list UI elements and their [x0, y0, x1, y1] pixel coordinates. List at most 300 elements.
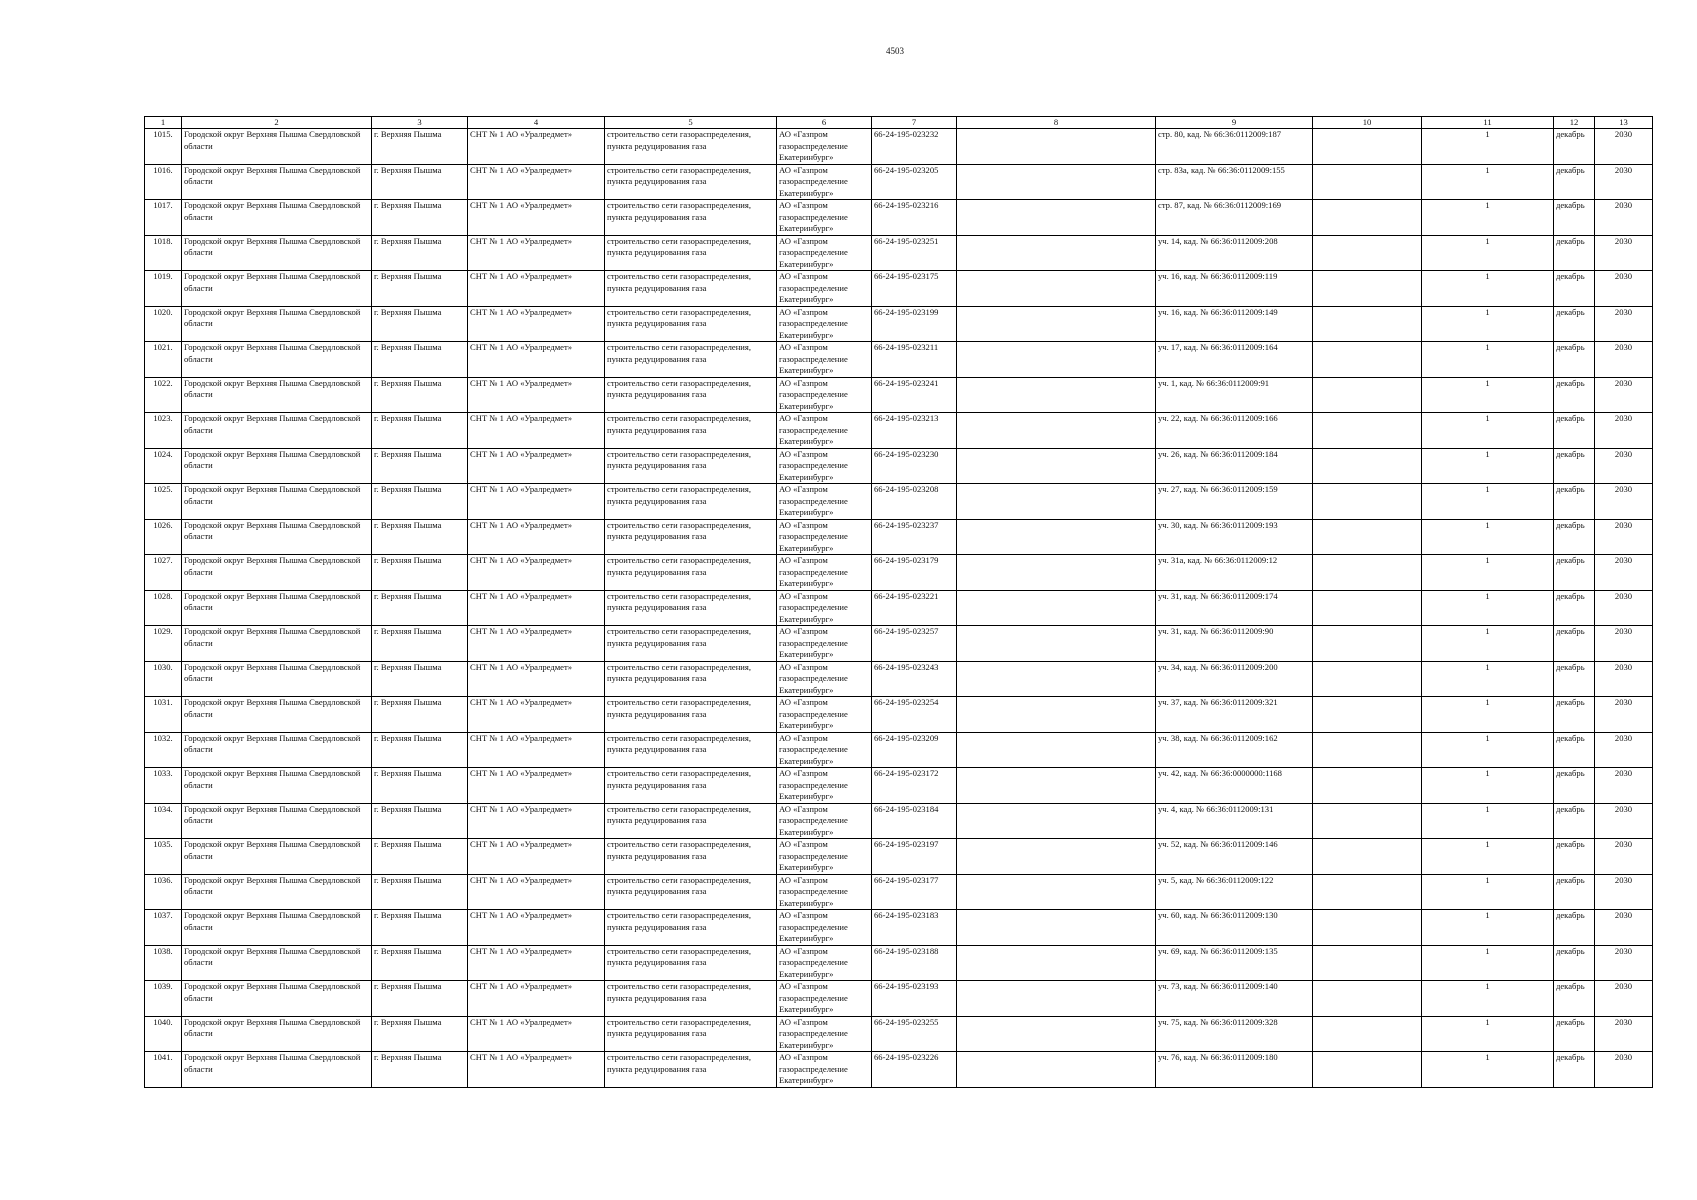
row-number: 1028.: [145, 590, 182, 626]
plot-cell: уч. 34, кад. № 66:36:0112009:200: [1156, 661, 1313, 697]
plot-cell: уч. 31а, кад. № 66:36:0112009:12: [1156, 555, 1313, 591]
register-table: [144, 116, 1653, 1088]
row-number: 1036.: [145, 874, 182, 910]
table-row: [145, 697, 1653, 733]
quantity-cell: 1: [1422, 839, 1554, 875]
locality-cell: г. Верхняя Пышма: [372, 626, 468, 662]
district-cell: Городской округ Верхняя Пышма Свердловской области: [182, 377, 372, 413]
month-cell: декабрь: [1554, 484, 1595, 520]
table-row: [145, 626, 1653, 662]
district-cell: Городской округ Верхняя Пышма Свердловской области: [182, 803, 372, 839]
year-cell: 2030: [1595, 981, 1653, 1017]
plot-cell: уч. 14, кад. № 66:36:0112009:208: [1156, 235, 1313, 271]
month-cell: декабрь: [1554, 164, 1595, 200]
month-cell: декабрь: [1554, 945, 1595, 981]
year-cell: 2030: [1595, 1052, 1653, 1088]
plot-cell: уч. 5, кад. № 66:36:0112009:122: [1156, 874, 1313, 910]
work-cell: строительство сети газораспределения, пункта редуцирования газа: [605, 235, 777, 271]
column-number-10: 10: [1313, 117, 1422, 129]
month-cell: декабрь: [1554, 200, 1595, 236]
plot-cell: уч. 17, кад. № 66:36:0112009:164: [1156, 342, 1313, 378]
district-cell: Городской округ Верхняя Пышма Свердловской области: [182, 945, 372, 981]
quantity-cell: 1: [1422, 484, 1554, 520]
row-number: 1023.: [145, 413, 182, 449]
organization-cell: АО «Газпром газораспределение Екатеринбург»: [777, 732, 872, 768]
organization-cell: АО «Газпром газораспределение Екатеринбург»: [777, 200, 872, 236]
organization-cell: АО «Газпром газораспределение Екатеринбург»: [777, 945, 872, 981]
table-row: [145, 519, 1653, 555]
district-cell: Городской округ Верхняя Пышма Свердловской области: [182, 1052, 372, 1088]
code-cell: 66-24-195-023232: [872, 129, 957, 165]
column-number-11: 11: [1422, 117, 1554, 129]
column-number-8: 8: [957, 117, 1156, 129]
locality-cell: г. Верхняя Пышма: [372, 129, 468, 165]
quantity-cell: 1: [1422, 413, 1554, 449]
quantity-cell: 1: [1422, 910, 1554, 946]
district-cell: Городской округ Верхняя Пышма Свердловской области: [182, 590, 372, 626]
table-row: [145, 413, 1653, 449]
snt-cell: СНТ № 1 АО «Уралредмет»: [468, 768, 605, 804]
year-cell: 2030: [1595, 732, 1653, 768]
locality-cell: г. Верхняя Пышма: [372, 519, 468, 555]
snt-cell: СНТ № 1 АО «Уралредмет»: [468, 874, 605, 910]
col8-cell: [957, 590, 1156, 626]
year-cell: 2030: [1595, 448, 1653, 484]
organization-cell: АО «Газпром газораспределение Екатеринбург»: [777, 874, 872, 910]
locality-cell: г. Верхняя Пышма: [372, 732, 468, 768]
table-row: [145, 164, 1653, 200]
work-cell: строительство сети газораспределения, пункта редуцирования газа: [605, 590, 777, 626]
col10-cell: [1313, 981, 1422, 1017]
code-cell: 66-24-195-023184: [872, 803, 957, 839]
code-cell: 66-24-195-023188: [872, 945, 957, 981]
year-cell: 2030: [1595, 519, 1653, 555]
organization-cell: АО «Газпром газораспределение Екатеринбург»: [777, 590, 872, 626]
col10-cell: [1313, 342, 1422, 378]
col10-cell: [1313, 1016, 1422, 1052]
quantity-cell: 1: [1422, 200, 1554, 236]
plot-cell: уч. 30, кад. № 66:36:0112009:193: [1156, 519, 1313, 555]
snt-cell: СНТ № 1 АО «Уралредмет»: [468, 448, 605, 484]
year-cell: 2030: [1595, 910, 1653, 946]
quantity-cell: 1: [1422, 626, 1554, 662]
snt-cell: СНТ № 1 АО «Уралредмет»: [468, 235, 605, 271]
month-cell: декабрь: [1554, 1016, 1595, 1052]
snt-cell: СНТ № 1 АО «Уралредмет»: [468, 1016, 605, 1052]
plot-cell: стр. 80, кад. № 66:36:0112009:187: [1156, 129, 1313, 165]
quantity-cell: 1: [1422, 590, 1554, 626]
col8-cell: [957, 448, 1156, 484]
row-number: 1029.: [145, 626, 182, 662]
locality-cell: г. Верхняя Пышма: [372, 271, 468, 307]
locality-cell: г. Верхняя Пышма: [372, 342, 468, 378]
code-cell: 66-24-195-023199: [872, 306, 957, 342]
locality-cell: г. Верхняя Пышма: [372, 945, 468, 981]
col8-cell: [957, 377, 1156, 413]
snt-cell: СНТ № 1 АО «Уралредмет»: [468, 306, 605, 342]
district-cell: Городской округ Верхняя Пышма Свердловской области: [182, 129, 372, 165]
col8-cell: [957, 732, 1156, 768]
district-cell: Городской округ Верхняя Пышма Свердловской области: [182, 306, 372, 342]
code-cell: 66-24-195-023205: [872, 164, 957, 200]
year-cell: 2030: [1595, 839, 1653, 875]
organization-cell: АО «Газпром газораспределение Екатеринбург»: [777, 1016, 872, 1052]
year-cell: 2030: [1595, 164, 1653, 200]
plot-cell: уч. 31, кад. № 66:36:0112009:174: [1156, 590, 1313, 626]
month-cell: декабрь: [1554, 910, 1595, 946]
district-cell: Городской округ Верхняя Пышма Свердловской области: [182, 413, 372, 449]
quantity-cell: 1: [1422, 1016, 1554, 1052]
table-row: [145, 732, 1653, 768]
table-row: [145, 484, 1653, 520]
year-cell: 2030: [1595, 271, 1653, 307]
work-cell: строительство сети газораспределения, пункта редуцирования газа: [605, 768, 777, 804]
table-row: [145, 1052, 1653, 1088]
plot-cell: уч. 16, кад. № 66:36:0112009:149: [1156, 306, 1313, 342]
col8-cell: [957, 200, 1156, 236]
work-cell: строительство сети газораспределения, пункта редуцирования газа: [605, 129, 777, 165]
col10-cell: [1313, 945, 1422, 981]
month-cell: декабрь: [1554, 697, 1595, 733]
code-cell: 66-24-195-023208: [872, 484, 957, 520]
work-cell: строительство сети газораспределения, пункта редуцирования газа: [605, 555, 777, 591]
locality-cell: г. Верхняя Пышма: [372, 839, 468, 875]
plot-cell: стр. 87, кад. № 66:36:0112009:169: [1156, 200, 1313, 236]
month-cell: декабрь: [1554, 129, 1595, 165]
table-row: [145, 235, 1653, 271]
quantity-cell: 1: [1422, 874, 1554, 910]
snt-cell: СНТ № 1 АО «Уралредмет»: [468, 200, 605, 236]
work-cell: строительство сети газораспределения, пункта редуцирования газа: [605, 661, 777, 697]
snt-cell: СНТ № 1 АО «Уралредмет»: [468, 484, 605, 520]
code-cell: 66-24-195-023209: [872, 732, 957, 768]
row-number: 1040.: [145, 1016, 182, 1052]
quantity-cell: 1: [1422, 129, 1554, 165]
code-cell: 66-24-195-023172: [872, 768, 957, 804]
row-number: 1018.: [145, 235, 182, 271]
locality-cell: г. Верхняя Пышма: [372, 164, 468, 200]
organization-cell: АО «Газпром газораспределение Екатеринбург»: [777, 910, 872, 946]
col8-cell: [957, 306, 1156, 342]
month-cell: декабрь: [1554, 271, 1595, 307]
table-row: [145, 200, 1653, 236]
plot-cell: уч. 27, кад. № 66:36:0112009:159: [1156, 484, 1313, 520]
month-cell: декабрь: [1554, 626, 1595, 662]
year-cell: 2030: [1595, 129, 1653, 165]
column-number-13: 13: [1595, 117, 1653, 129]
district-cell: Городской округ Верхняя Пышма Свердловской области: [182, 626, 372, 662]
table-row: [145, 1016, 1653, 1052]
row-number: 1034.: [145, 803, 182, 839]
row-number: 1019.: [145, 271, 182, 307]
table-row: [145, 555, 1653, 591]
organization-cell: АО «Газпром газораспределение Екатеринбург»: [777, 484, 872, 520]
year-cell: 2030: [1595, 413, 1653, 449]
col8-cell: [957, 235, 1156, 271]
col10-cell: [1313, 555, 1422, 591]
district-cell: Городской округ Верхняя Пышма Свердловской области: [182, 839, 372, 875]
month-cell: декабрь: [1554, 555, 1595, 591]
organization-cell: АО «Газпром газораспределение Екатеринбург»: [777, 235, 872, 271]
row-number: 1026.: [145, 519, 182, 555]
year-cell: 2030: [1595, 306, 1653, 342]
col8-cell: [957, 661, 1156, 697]
work-cell: строительство сети газораспределения, пункта редуцирования газа: [605, 1016, 777, 1052]
column-number-row: [145, 117, 1653, 129]
snt-cell: СНТ № 1 АО «Уралредмет»: [468, 945, 605, 981]
col10-cell: [1313, 448, 1422, 484]
locality-cell: г. Верхняя Пышма: [372, 377, 468, 413]
table-row: [145, 377, 1653, 413]
code-cell: 66-24-195-023197: [872, 839, 957, 875]
column-number-12: 12: [1554, 117, 1595, 129]
table-row: [145, 803, 1653, 839]
district-cell: Городской округ Верхняя Пышма Свердловской области: [182, 484, 372, 520]
table-row: [145, 342, 1653, 378]
quantity-cell: 1: [1422, 306, 1554, 342]
col8-cell: [957, 164, 1156, 200]
work-cell: строительство сети газораспределения, пункта редуцирования газа: [605, 945, 777, 981]
snt-cell: СНТ № 1 АО «Уралредмет»: [468, 626, 605, 662]
locality-cell: г. Верхняя Пышма: [372, 910, 468, 946]
month-cell: декабрь: [1554, 590, 1595, 626]
quantity-cell: 1: [1422, 803, 1554, 839]
organization-cell: АО «Газпром газораспределение Екатеринбург»: [777, 803, 872, 839]
organization-cell: АО «Газпром газораспределение Екатеринбург»: [777, 981, 872, 1017]
month-cell: декабрь: [1554, 413, 1595, 449]
row-number: 1020.: [145, 306, 182, 342]
organization-cell: АО «Газпром газораспределение Екатеринбург»: [777, 448, 872, 484]
code-cell: 66-24-195-023177: [872, 874, 957, 910]
row-number: 1038.: [145, 945, 182, 981]
col8-cell: [957, 874, 1156, 910]
work-cell: строительство сети газораспределения, пункта редуцирования газа: [605, 377, 777, 413]
col10-cell: [1313, 874, 1422, 910]
organization-cell: АО «Газпром газораспределение Екатеринбург»: [777, 555, 872, 591]
row-number: 1017.: [145, 200, 182, 236]
col10-cell: [1313, 129, 1422, 165]
col10-cell: [1313, 164, 1422, 200]
snt-cell: СНТ № 1 АО «Уралредмет»: [468, 342, 605, 378]
locality-cell: г. Верхняя Пышма: [372, 1052, 468, 1088]
snt-cell: СНТ № 1 АО «Уралредмет»: [468, 661, 605, 697]
col8-cell: [957, 519, 1156, 555]
year-cell: 2030: [1595, 590, 1653, 626]
plot-cell: стр. 83а, кад. № 66:36:0112009:155: [1156, 164, 1313, 200]
col10-cell: [1313, 1052, 1422, 1088]
plot-cell: уч. 75, кад. № 66:36:0112009:328: [1156, 1016, 1313, 1052]
plot-cell: уч. 26, кад. № 66:36:0112009:184: [1156, 448, 1313, 484]
plot-cell: уч. 69, кад. № 66:36:0112009:135: [1156, 945, 1313, 981]
organization-cell: АО «Газпром газораспределение Екатеринбург»: [777, 413, 872, 449]
district-cell: Городской округ Верхняя Пышма Свердловской области: [182, 519, 372, 555]
code-cell: 66-24-195-023211: [872, 342, 957, 378]
row-number: 1027.: [145, 555, 182, 591]
row-number: 1021.: [145, 342, 182, 378]
table-row: [145, 945, 1653, 981]
plot-cell: уч. 31, кад. № 66:36:0112009:90: [1156, 626, 1313, 662]
locality-cell: г. Верхняя Пышма: [372, 803, 468, 839]
locality-cell: г. Верхняя Пышма: [372, 200, 468, 236]
district-cell: Городской округ Верхняя Пышма Свердловской области: [182, 555, 372, 591]
month-cell: декабрь: [1554, 768, 1595, 804]
row-number: 1016.: [145, 164, 182, 200]
locality-cell: г. Верхняя Пышма: [372, 981, 468, 1017]
month-cell: декабрь: [1554, 661, 1595, 697]
month-cell: декабрь: [1554, 732, 1595, 768]
column-number-7: 7: [872, 117, 957, 129]
snt-cell: СНТ № 1 АО «Уралредмет»: [468, 555, 605, 591]
locality-cell: г. Верхняя Пышма: [372, 697, 468, 733]
work-cell: строительство сети газораспределения, пункта редуцирования газа: [605, 697, 777, 733]
col8-cell: [957, 768, 1156, 804]
row-number: 1025.: [145, 484, 182, 520]
col8-cell: [957, 945, 1156, 981]
snt-cell: СНТ № 1 АО «Уралредмет»: [468, 981, 605, 1017]
district-cell: Городской округ Верхняя Пышма Свердловской области: [182, 697, 372, 733]
code-cell: 66-24-195-023243: [872, 661, 957, 697]
locality-cell: г. Верхняя Пышма: [372, 484, 468, 520]
work-cell: строительство сети газораспределения, пункта редуцирования газа: [605, 1052, 777, 1088]
month-cell: декабрь: [1554, 803, 1595, 839]
work-cell: строительство сети газораспределения, пункта редуцирования газа: [605, 803, 777, 839]
year-cell: 2030: [1595, 484, 1653, 520]
district-cell: Городской округ Верхняя Пышма Свердловской области: [182, 661, 372, 697]
column-number-1: 1: [145, 117, 182, 129]
row-number: 1039.: [145, 981, 182, 1017]
col8-cell: [957, 981, 1156, 1017]
work-cell: строительство сети газораспределения, пункта редуцирования газа: [605, 484, 777, 520]
organization-cell: АО «Газпром газораспределение Екатеринбург»: [777, 306, 872, 342]
col10-cell: [1313, 910, 1422, 946]
district-cell: Городской округ Верхняя Пышма Свердловской области: [182, 448, 372, 484]
quantity-cell: 1: [1422, 377, 1554, 413]
organization-cell: АО «Газпром газораспределение Екатеринбург»: [777, 1052, 872, 1088]
code-cell: 66-24-195-023213: [872, 413, 957, 449]
snt-cell: СНТ № 1 АО «Уралредмет»: [468, 697, 605, 733]
snt-cell: СНТ № 1 АО «Уралредмет»: [468, 839, 605, 875]
organization-cell: АО «Газпром газораспределение Екатеринбург»: [777, 768, 872, 804]
quantity-cell: 1: [1422, 661, 1554, 697]
month-cell: декабрь: [1554, 519, 1595, 555]
table-row: [145, 306, 1653, 342]
work-cell: строительство сети газораспределения, пункта редуцирования газа: [605, 910, 777, 946]
year-cell: 2030: [1595, 697, 1653, 733]
district-cell: Городской округ Верхняя Пышма Свердловской области: [182, 768, 372, 804]
work-cell: строительство сети газораспределения, пункта редуцирования газа: [605, 200, 777, 236]
page-number: 4503: [886, 46, 904, 56]
col10-cell: [1313, 803, 1422, 839]
code-cell: 66-24-195-023254: [872, 697, 957, 733]
locality-cell: г. Верхняя Пышма: [372, 413, 468, 449]
code-cell: 66-24-195-023255: [872, 1016, 957, 1052]
year-cell: 2030: [1595, 1016, 1653, 1052]
col10-cell: [1313, 235, 1422, 271]
year-cell: 2030: [1595, 377, 1653, 413]
work-cell: строительство сети газораспределения, пункта редуцирования газа: [605, 519, 777, 555]
code-cell: 66-24-195-023193: [872, 981, 957, 1017]
table-row: [145, 448, 1653, 484]
plot-cell: уч. 52, кад. № 66:36:0112009:146: [1156, 839, 1313, 875]
code-cell: 66-24-195-023230: [872, 448, 957, 484]
code-cell: 66-24-195-023221: [872, 590, 957, 626]
locality-cell: г. Верхняя Пышма: [372, 661, 468, 697]
code-cell: 66-24-195-023179: [872, 555, 957, 591]
column-number-3: 3: [372, 117, 468, 129]
col10-cell: [1313, 661, 1422, 697]
organization-cell: АО «Газпром газораспределение Екатеринбург»: [777, 519, 872, 555]
col10-cell: [1313, 732, 1422, 768]
plot-cell: уч. 4, кад. № 66:36:0112009:131: [1156, 803, 1313, 839]
work-cell: строительство сети газораспределения, пункта редуцирования газа: [605, 413, 777, 449]
district-cell: Городской округ Верхняя Пышма Свердловской области: [182, 271, 372, 307]
plot-cell: уч. 38, кад. № 66:36:0112009:162: [1156, 732, 1313, 768]
row-number: 1032.: [145, 732, 182, 768]
work-cell: строительство сети газораспределения, пункта редуцирования газа: [605, 448, 777, 484]
col8-cell: [957, 626, 1156, 662]
table-row: [145, 981, 1653, 1017]
year-cell: 2030: [1595, 661, 1653, 697]
work-cell: строительство сети газораспределения, пункта редуцирования газа: [605, 839, 777, 875]
col10-cell: [1313, 271, 1422, 307]
organization-cell: АО «Газпром газораспределение Екатеринбург»: [777, 697, 872, 733]
month-cell: декабрь: [1554, 342, 1595, 378]
row-number: 1015.: [145, 129, 182, 165]
column-number-9: 9: [1156, 117, 1313, 129]
col10-cell: [1313, 200, 1422, 236]
organization-cell: АО «Газпром газораспределение Екатеринбург»: [777, 661, 872, 697]
col8-cell: [957, 803, 1156, 839]
locality-cell: г. Верхняя Пышма: [372, 235, 468, 271]
col10-cell: [1313, 697, 1422, 733]
month-cell: декабрь: [1554, 448, 1595, 484]
quantity-cell: 1: [1422, 235, 1554, 271]
col10-cell: [1313, 484, 1422, 520]
table-row: [145, 874, 1653, 910]
quantity-cell: 1: [1422, 164, 1554, 200]
organization-cell: АО «Газпром газораспределение Екатеринбург»: [777, 839, 872, 875]
work-cell: строительство сети газораспределения, пункта редуцирования газа: [605, 271, 777, 307]
plot-cell: уч. 76, кад. № 66:36:0112009:180: [1156, 1052, 1313, 1088]
plot-cell: уч. 42, кад. № 66:36:0000000:1168: [1156, 768, 1313, 804]
locality-cell: г. Верхняя Пышма: [372, 1016, 468, 1052]
district-cell: Городской округ Верхняя Пышма Свердловской области: [182, 235, 372, 271]
code-cell: 66-24-195-023257: [872, 626, 957, 662]
column-number-2: 2: [182, 117, 372, 129]
col10-cell: [1313, 413, 1422, 449]
work-cell: строительство сети газораспределения, пункта редуцирования газа: [605, 732, 777, 768]
col8-cell: [957, 129, 1156, 165]
snt-cell: СНТ № 1 АО «Уралредмет»: [468, 129, 605, 165]
plot-cell: уч. 22, кад. № 66:36:0112009:166: [1156, 413, 1313, 449]
row-number: 1024.: [145, 448, 182, 484]
locality-cell: г. Верхняя Пышма: [372, 555, 468, 591]
snt-cell: СНТ № 1 АО «Уралредмет»: [468, 732, 605, 768]
district-cell: Городской округ Верхняя Пышма Свердловской области: [182, 732, 372, 768]
year-cell: 2030: [1595, 342, 1653, 378]
row-number: 1022.: [145, 377, 182, 413]
quantity-cell: 1: [1422, 1052, 1554, 1088]
quantity-cell: 1: [1422, 555, 1554, 591]
district-cell: Городской округ Верхняя Пышма Свердловской области: [182, 164, 372, 200]
locality-cell: г. Верхняя Пышма: [372, 448, 468, 484]
col8-cell: [957, 1016, 1156, 1052]
col8-cell: [957, 342, 1156, 378]
code-cell: 66-24-195-023226: [872, 1052, 957, 1088]
snt-cell: СНТ № 1 АО «Уралредмет»: [468, 1052, 605, 1088]
col8-cell: [957, 1052, 1156, 1088]
col10-cell: [1313, 839, 1422, 875]
